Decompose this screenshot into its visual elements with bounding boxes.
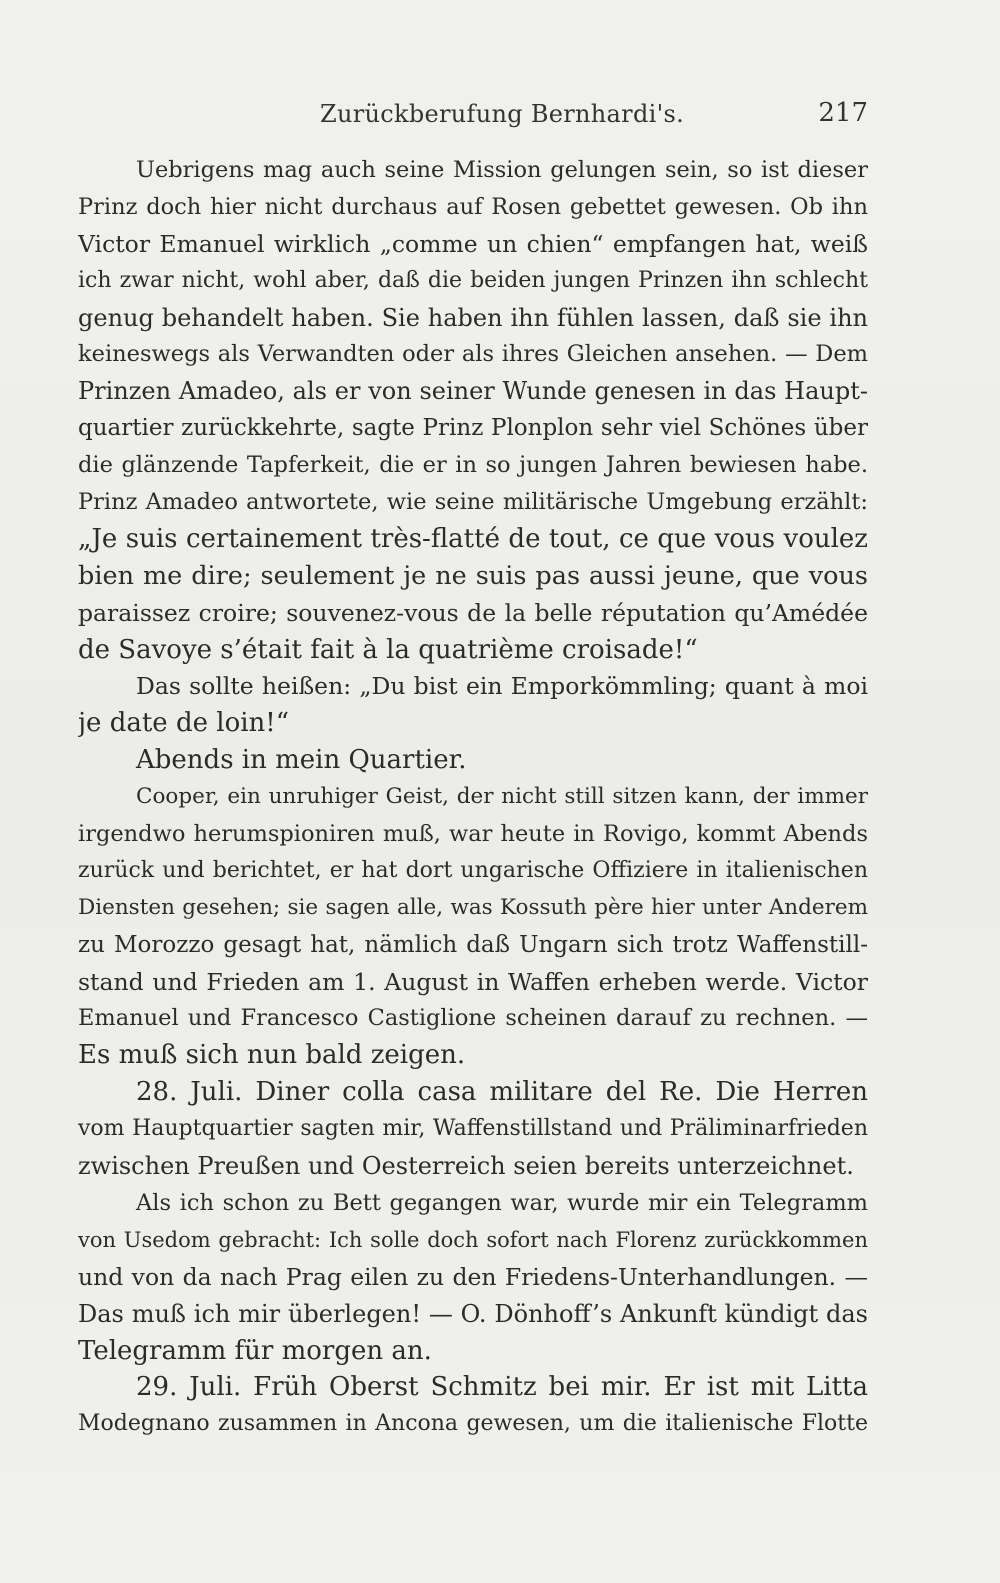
text-line: Victor Emanuel wirklich „comme un chien“ empfangen hat, weiß	[78, 229, 868, 258]
text-line: Diensten gesehen; sie sagen alle, was Kossuth père hier unter Anderem	[78, 894, 868, 920]
text-line: Als ich schon zu Bett gegangen war, wurde mir ein Telegramm	[136, 1189, 868, 1216]
text-line: Prinz Amadeo antwortete, wie seine militärische Umgebung erzählt:	[78, 489, 868, 516]
text-line: Das sollte heißen: „Du bist ein Emporkömmling; quant à moi	[136, 672, 868, 701]
text-line: zu Morozzo gesagt hat, nämlich daß Ungarn sich trotz Waffenstill-	[78, 931, 868, 958]
text-line: stand und Frieden am 1. August in Waffen erheben werde. Victor	[78, 967, 868, 996]
text-line: Abends in mein Quartier.	[136, 745, 467, 776]
text-line: quartier zurückkehrte, sagte Prinz Plonplon sehr viel Schönes über	[78, 415, 868, 442]
text-line: keineswegs als Verwandten oder als ihres Gleichen ansehen. — Dem	[78, 341, 868, 368]
text-line: paraissez croire; souvenez-vous de la belle réputation qu’Amédée	[78, 598, 868, 627]
text-line: genug behandelt haben. Sie haben ihn fühlen lassen, daß sie ihn	[78, 303, 868, 332]
page-number: 217	[818, 98, 868, 128]
text-line: „Je suis certainement très-flatté de tout, ce que vous voulez	[78, 523, 868, 554]
text-line: die glänzende Tapferkeit, die er in so jungen Jahren bewiesen habe.	[78, 452, 868, 479]
text-line: Das muß ich mir überlegen! — O. Dönhoff’s Ankunft kündigt das	[78, 1299, 868, 1328]
text-line: irgendwo herumspioniren muß, war heute in Rovigo, kommt Abends	[78, 821, 868, 848]
text-line: vom Hauptquartier sagten mir, Waffenstillstand und Präliminarfrieden	[78, 1116, 868, 1142]
body-text	[78, 152, 868, 1443]
text-line: und von da nach Prag eilen zu den Friedens-Unterhandlungen. —	[78, 1262, 868, 1291]
text-line: Modegnano zusammen in Ancona gewesen, um die italienische Flotte	[78, 1411, 868, 1437]
text-line: Telegramm für morgen an.	[78, 1335, 432, 1366]
text-line: ich zwar nicht, wohl aber, daß die beiden jungen Prinzen ihn schlecht	[78, 267, 868, 293]
text-line: von Usedom gebracht: Ich solle doch sofort nach Florenz zurückkommen	[78, 1227, 868, 1252]
text-line: Cooper, ein unruhiger Geist, der nicht still sitzen kann, der immer	[136, 784, 868, 810]
text-line: zwischen Preußen und Oesterreich seien bereits unterzeichnet.	[78, 1152, 854, 1181]
running-title: Zurückberufung Bernhardi's.	[320, 100, 685, 128]
text-line: Prinz doch hier nicht durchaus auf Rosen gebettet gewesen. Ob ihn	[78, 193, 868, 220]
text-line: zurück und berichtet, er hat dort ungarische Offiziere in italienischen	[78, 857, 868, 883]
text-line: 28. Juli. Diner colla casa militare del Re. Die Herren	[136, 1077, 868, 1108]
text-line: bien me dire; seulement je ne suis pas aussi jeune, que vous	[78, 560, 868, 591]
text-line: je date de loin!“	[78, 708, 290, 739]
text-line: 29. Juli. Früh Oberst Schmitz bei mir. Er ist mit Litta	[136, 1372, 868, 1403]
text-line: Uebrigens mag auch seine Mission gelungen sein, so ist dieser	[136, 157, 868, 183]
text-line: de Savoye s’était fait à la quatrième croisade!“	[78, 634, 698, 665]
text-line: Emanuel und Francesco Castiglione scheinen darauf zu rechnen. —	[78, 1005, 868, 1032]
text-line: Es muß sich nun bald zeigen.	[78, 1040, 466, 1071]
text-line: Prinzen Amadeo, als er von seiner Wunde genesen in das Haupt-	[78, 377, 868, 406]
